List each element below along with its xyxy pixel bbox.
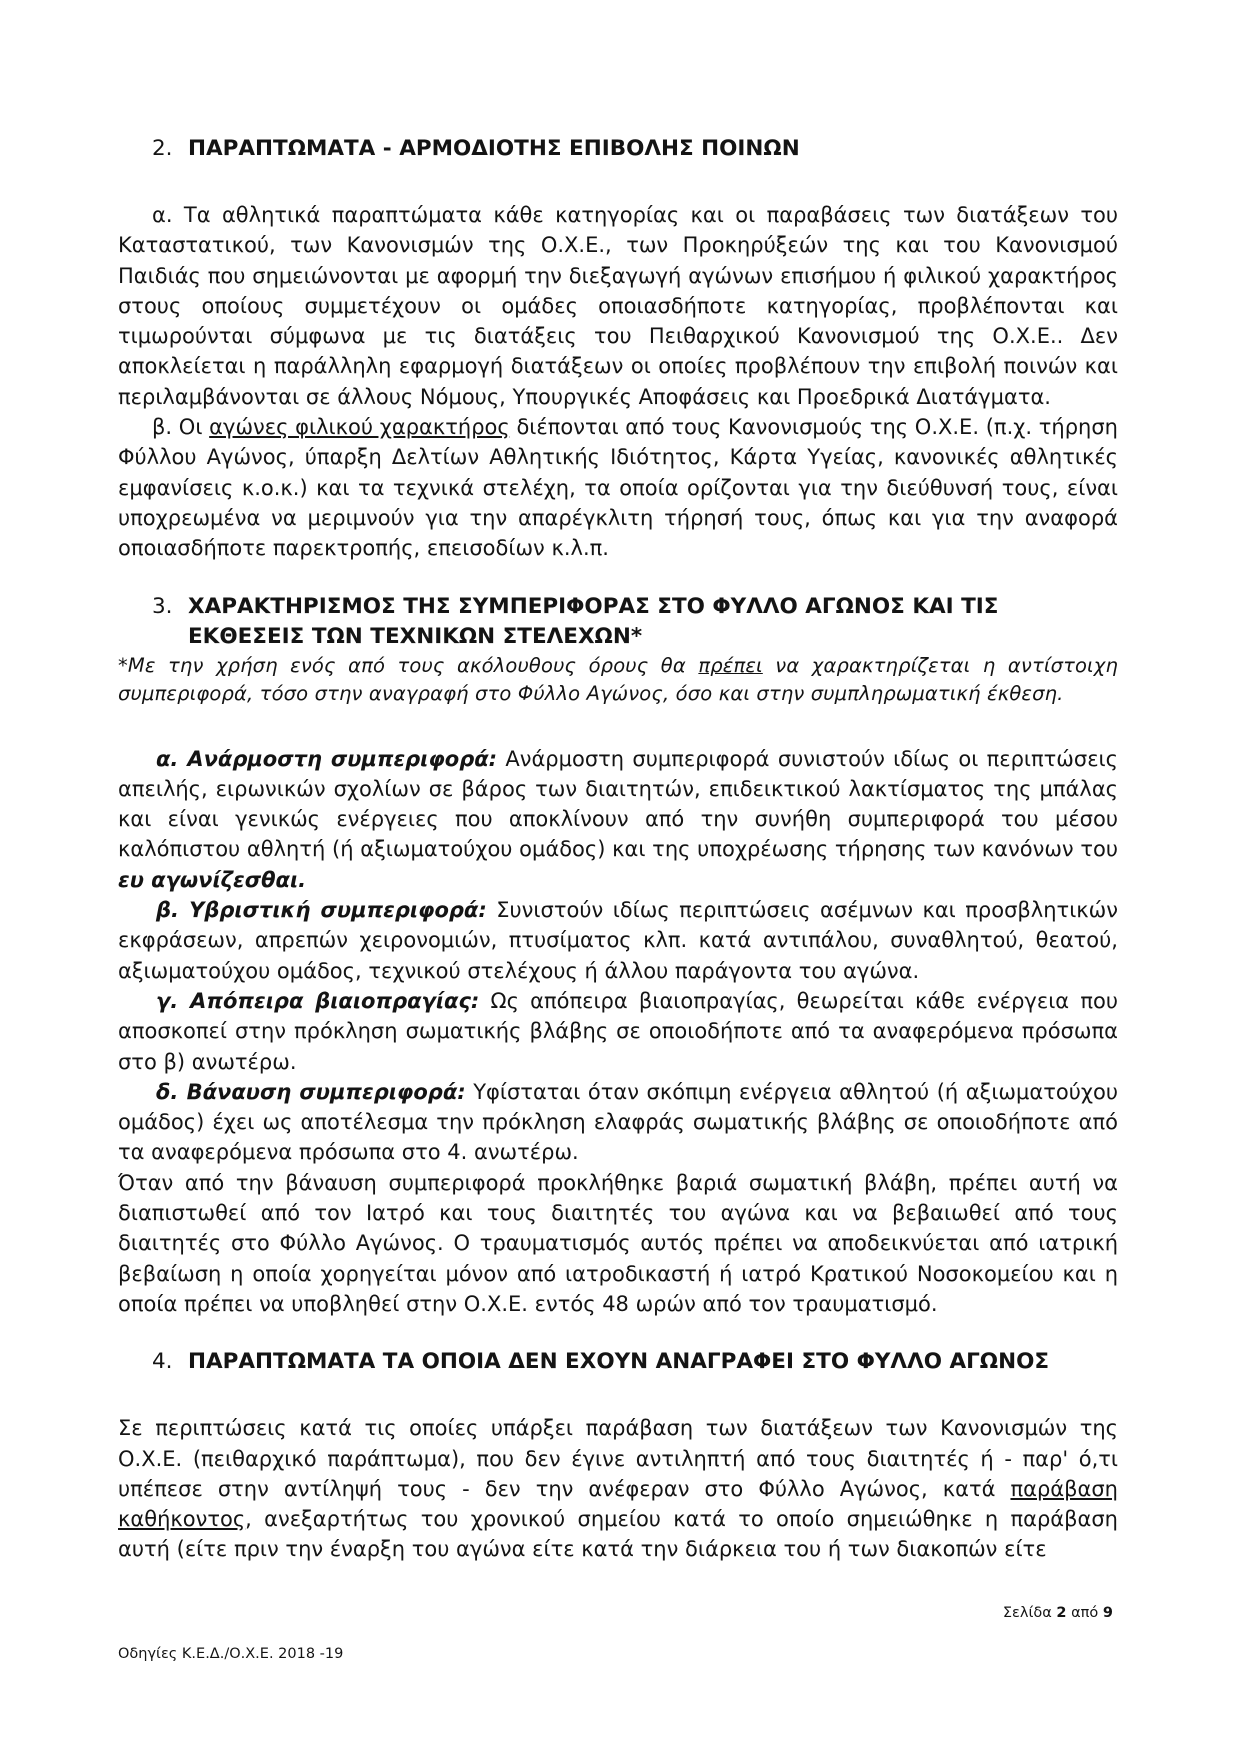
- paragraph-3d: δ. Βάναυση συμπεριφορά: Υφίσταται όταν σκόπιμη ενέργεια αθλητού (ή αξιωματούχου ομάδος) έχει ως αποτέλεσμα την πρόκληση ελαφράς σωματικής βλάβης σε οποιοδήποτε από τα αναφερόμενα πρόσωπα στο 4. ανωτέρω.: [118, 1079, 1118, 1165]
- item-label: γ. Απόπειρα βιαιοπραγίας:: [156, 988, 480, 1013]
- section-4-heading: [152, 1347, 1118, 1377]
- underlined-term: αγώνες φιλικού χαρακτήρος: [209, 415, 510, 440]
- total-pages: 9: [1102, 1605, 1113, 1621]
- paragraph-3d-more: Όταν από την βάναυση συμπεριφορά προκλήθηκε βαριά σωματική βλάβη, πρέπει αυτή να διαπιστωθεί από τον Ιατρό και τους διαιτητές του αγώνα και να βεβαιωθεί από τους διαιτητές στο Φύλλο Αγώνος. Ο τραυματισμός αυτός πρέπει να αποδεικνύεται από ιατρική βεβαίωση η οποία χορηγείται μόνον από ιατροδικαστή ή ιατρό Κρατικού Νοσοκομείου και η οποία πρέπει να υποβληθεί στην Ο.Χ.Ε. εντός 48 ωρών από τον τραυματισμό.: [118, 1170, 1118, 1316]
- section-2-heading: [152, 134, 1118, 164]
- section-3-heading: [152, 592, 1118, 652]
- document-footer: Οδηγίες Κ.Ε.Δ./Ο.Χ.Ε. 2018 -19: [118, 1646, 344, 1662]
- section-title: ΧΑΡΑΚΤΗΡΙΣΜΟΣ ΤΗΣ ΣΥΜΠΕΡΙΦΟΡΑΣ ΣΤΟ ΦΥΛΛΟ ΑΓΩΝΟΣ ΚΑΙ ΤΙΣ ΕΚΘΕΣΕΙΣ ΤΩΝ ΤΕΧΝΙΚΩΝ ΣΤΕΛΕΧΩΝ*: [188, 593, 999, 649]
- section-title: ΠΑΡΑΠΤΩΜΑΤΑ ΤΑ ΟΠΟΙΑ ΔΕΝ ΕΧΟΥΝ ΑΝΑΓΡΑΦΕΙ ΣΤΟ ΦΥΛΛΟ ΑΓΩΝΟΣ: [188, 1349, 1050, 1375]
- section-number: 2.: [152, 136, 173, 161]
- section-title: ΠΑΡΑΠΤΩΜΑΤΑ - ΑΡΜΟΔΙΟΤΗΣ ΕΠΙΒΟΛΗΣ ΠΟΙΝΩΝ: [188, 136, 800, 161]
- item-label: β. Υβριστική συμπεριφορά:: [156, 898, 487, 923]
- page-content: [118, 134, 1118, 1565]
- paragraph-3a: α. Ανάρμοστη συμπεριφορά: Ανάρμοστη συμπεριφορά συνιστούν ιδίως οι περιπτώσεις απειλής, ειρωνικών σχολίων σε βάρος των διαιτητών, επιδεικτικού λακτίσματος της μπάλας και είναι γενικώς ενέργειες που αποκλίνουν από την συνήθη συμπεριφορά του μέσου καλόπιστου αθλητή (ή αξιωματούχου ομάδος) και της υποχρέωσης τήρησης των κανόνων του ευ αγωνίζεσθαι.: [118, 746, 1118, 892]
- section-note: *Με την χρήση ενός από τους ακόλουθους όρους θα πρέπει να χαρακτηρίζεται η αντίστοιχη συμπεριφορά, τόσο στην αναγραφή στο Φύλλο Αγώνος, όσο και στην συμπληρωματική έκθεση.: [118, 653, 1119, 705]
- item-label: α. Ανάρμοστη συμπεριφορά:: [156, 746, 498, 771]
- paragraph-2b: β. Οι αγώνες φιλικού χαρακτήρος διέπονται από τους Κανονισμούς της Ο.Χ.Ε. (π.χ. τήρηση Φύλλου Αγώνος, ύπαρξη Δελτίων Αθλητικής Ιδιότητος, Κάρτα Υγείας, κανονικές αθλητικές εμφανίσεις κ.ο.κ.) και τα τεχνικά στελέχη, τα οποία ορίζονται για την διεύθυνσή τους, είναι υποχρεωμένα να μεριμνούν για την απαρέγκλιτη τήρησή τους, όπως και για την αναφορά οποιασδήποτε παρεκτροπής, επεισοδίων κ.λ.π.: [118, 415, 1118, 561]
- paragraph-3b: β. Υβριστική συμπεριφορά: Συνιστούν ιδίως περιπτώσεις ασέμνων και προσβλητικών εκφράσεων, απρεπών χειρονομιών, πτυσίματος κλπ. κατά αντιπάλου, συναθλητού, θεατού, αξιωματούχου ομάδος, τεχνικού στελέχους ή άλλου παράγοντα του αγώνα.: [118, 898, 1118, 983]
- underlined-term: πρέπει: [698, 653, 763, 677]
- paragraph-4: Σε περιπτώσεις κατά τις οποίες υπάρξει παράβαση των διατάξεων των Κανονισμών της Ο.Χ.Ε. (πειθαρχικό παράπτωμα), που δεν έγινε αντιληπτή από τους διαιτητές ή - παρ' ό,τι υπέπεσε στην αντίληψή τους - δεν την ανέφεραν στο Φύλλο Αγώνος, κατά παράβαση καθήκοντος, ανεξαρτήτως του χρονικού σημείου κατά το οποίο σημειώθηκε η παράβαση αυτή (είτε πριν την έναρξη του αγώνα είτε κατά την διάρκεια του ή των διακοπών είτε: [118, 1416, 1118, 1562]
- item-label: δ. Βάναυση συμπεριφορά:: [156, 1079, 466, 1104]
- emphasis-text: ευ αγωνίζεσθαι.: [118, 867, 307, 892]
- section-number: 3.: [152, 593, 173, 619]
- current-page: 2: [1056, 1605, 1067, 1621]
- paragraph-3c: γ. Απόπειρα βιαιοπραγίας: Ως απόπειρα βιαιοπραγίας, θεωρείται κάθε ενέργεια που αποσκοπεί στην πρόκληση σωματικής βλάβης σε οποιοδήποτε από τα αναφερόμενα πρόσωπα στο β) ανωτέρω.: [118, 988, 1118, 1074]
- page-number: Σελίδα 2 από 9: [1002, 1605, 1113, 1621]
- section-number: 4.: [152, 1349, 173, 1375]
- underlined-term: παράβαση καθήκοντος: [118, 1476, 1118, 1532]
- paragraph-2a: α. Τα αθλητικά παραπτώματα κάθε κατηγορίας και οι παραβάσεις των διατάξεων του Καταστατικού, των Κανονισμών της Ο.Χ.Ε., των Προκηρύξεών της και του Κανονισμού Παιδιάς που σημειώνονται με αφορμή την διεξαγωγή αγώνων επισήμου ή φιλικού χαρακτήρος στους οποίους συμμετέχουν οι ομάδες οποιασδήποτε κατηγορίας, προβλέπονται και τιμωρούνται σύμφωνα με τις διατάξεις του Πειθαρχικού Κανονισμού της Ο.Χ.Ε.. Δεν αποκλείεται η παράλληλη εφαρμογή διατάξεων οι οποίες προβλέπουν την επιβολή ποινών και περιλαμβάνονται σε άλλους Νόμους, Υπουργικές Αποφάσεις και Προεδρικά Διατάγματα.: [118, 203, 1118, 409]
